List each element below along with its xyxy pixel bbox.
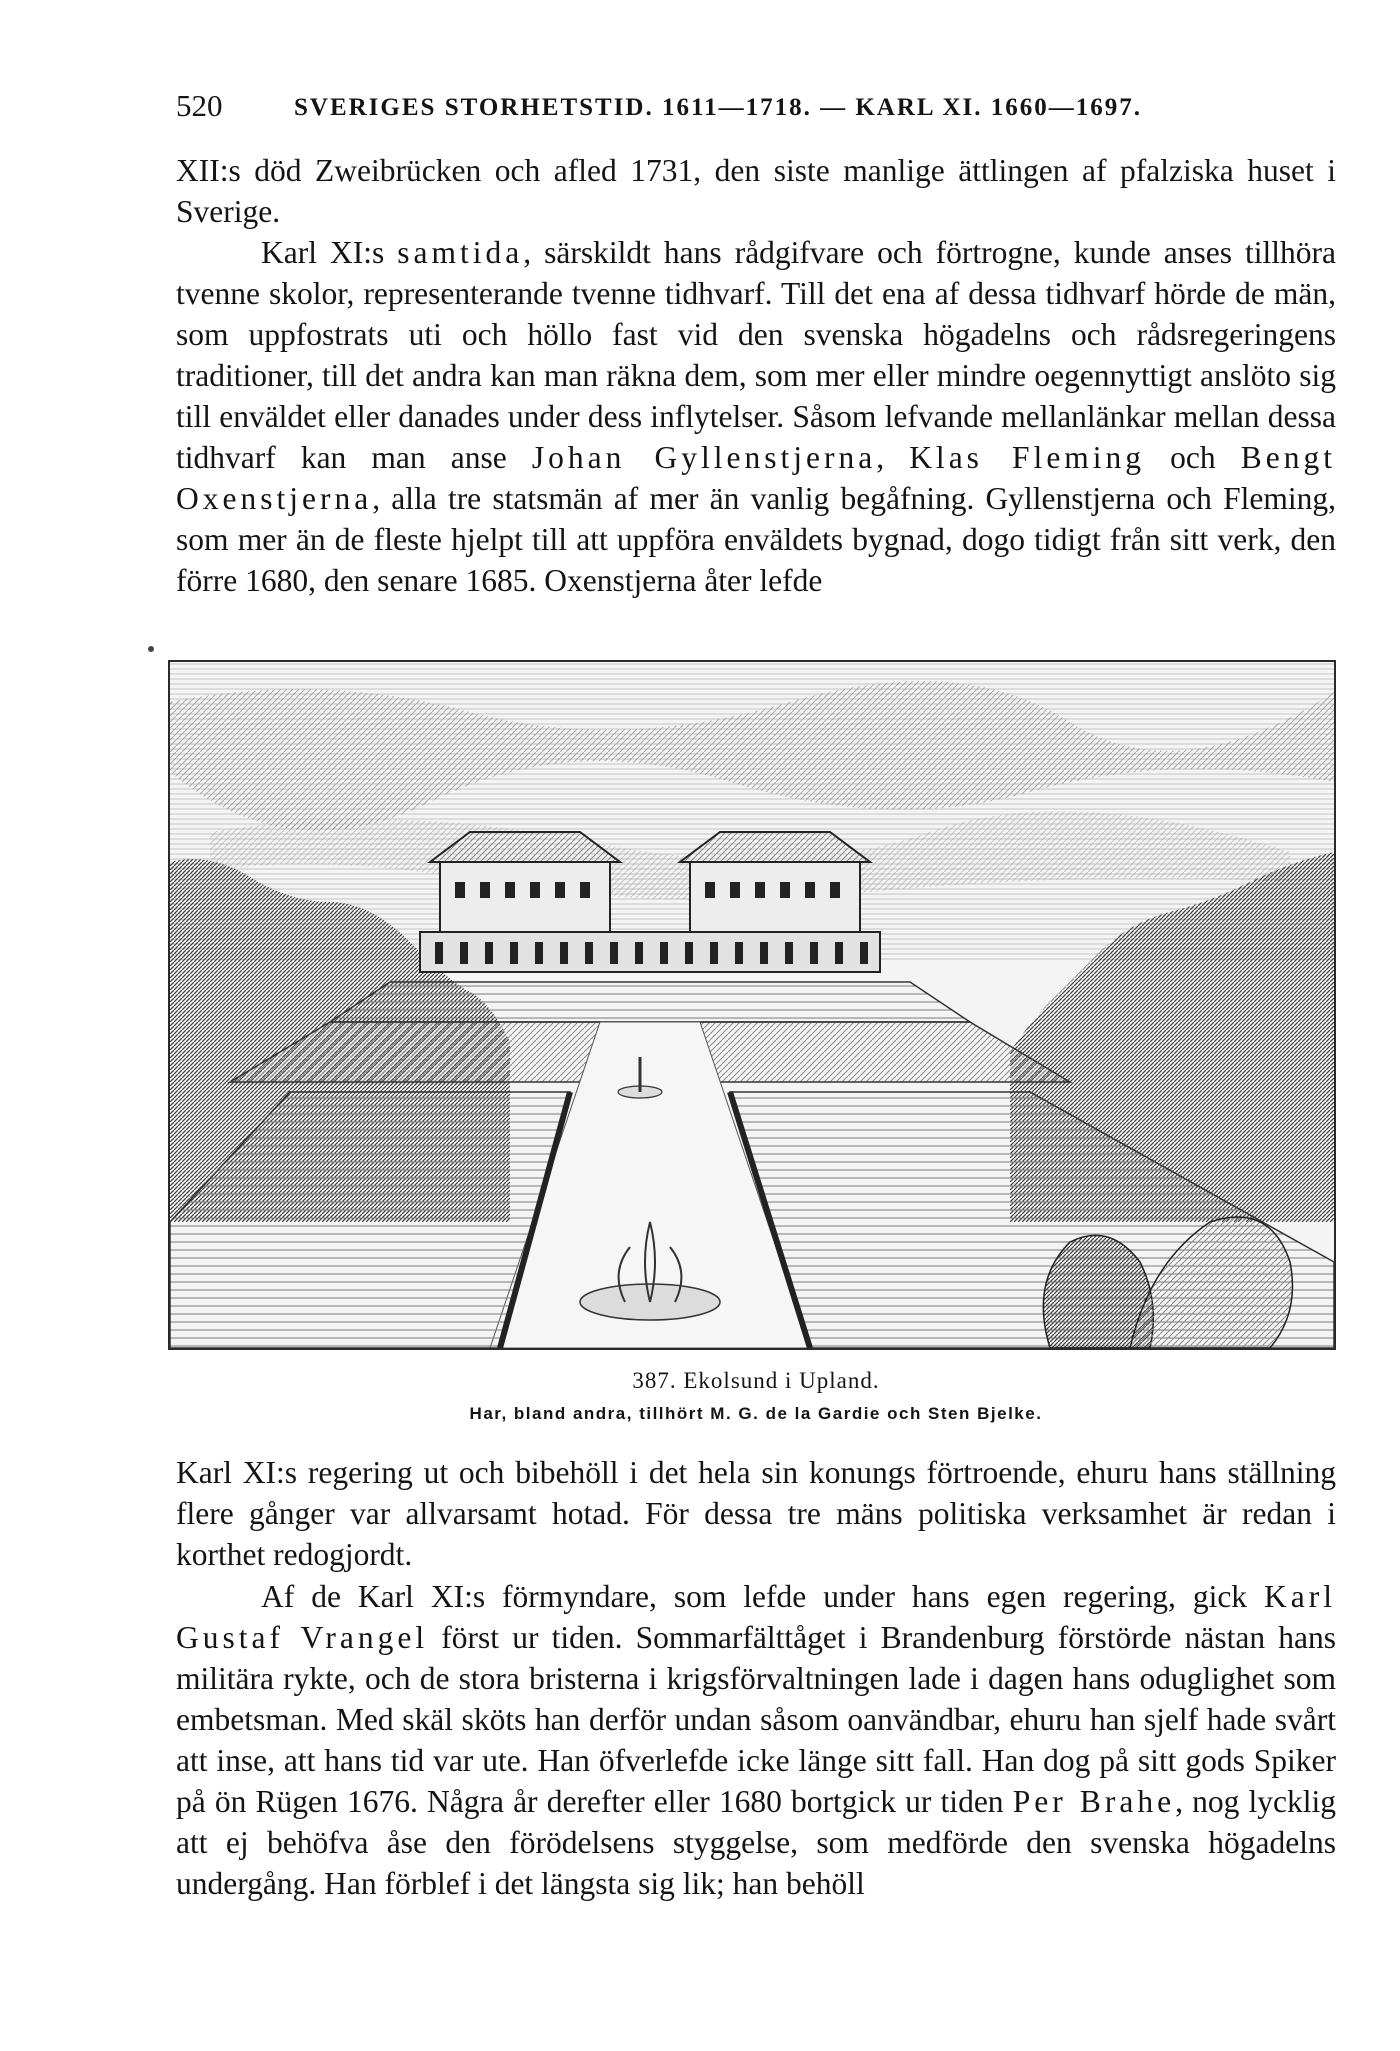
running-title: SVERIGES STORHETSTID. 1611—1718. — KARL XI. 1660—1697.	[294, 94, 1142, 121]
figure-caption-title: 387. Ekolsund i Upland.	[632, 1368, 880, 1393]
paragraph-oxenstjerna-cont	[176, 1452, 1336, 1575]
p2-text-e: ,	[876, 440, 910, 475]
p2-text-i: , alla tre statsmän af mer än vanlig begåfning. Gyllenstjerna och Fleming, som mer än de fleste hjelpt till att uppföra enväldets bygnad, dogo tidigt från sitt verk, den förre 1680, den senare 1685. Oxenstjerna åter lefde	[176, 481, 1336, 598]
margin-mark	[148, 646, 154, 652]
p2-text-g: och	[1145, 440, 1241, 475]
paragraph-3-text: Karl XI:s regering ut och bibehöll i det hela sin konungs förtroende, ehuru hans ställning flere gånger var allvarsamt hotad. För dessa tre mäns politiska verksamhet är redan i korthet redogjordt.	[176, 1455, 1336, 1572]
p4-text-e: , nog lycklig att ej behöfva åse den förödelsens styggelse, som medförde den svenska högadelns undergång. Han förblef i det längsta sig lik; han behöll	[176, 1784, 1336, 1901]
engraving-illustration	[170, 662, 1334, 1348]
p4-name-vrangel: Karl Gustaf Vrangel	[176, 1579, 1336, 1655]
p2-name-fleming: Klas Fleming	[909, 440, 1146, 475]
p2-text-a: Karl XI:s	[261, 235, 398, 270]
p4-text-a: Af de Karl XI:s förmyndare, som lefde under hans egen regering, gick	[261, 1579, 1265, 1614]
p2-name-oxenstjerna: Bengt Oxenstjerna	[176, 440, 1337, 516]
p4-name-brahe: Per Brahe	[1012, 1784, 1176, 1819]
paragraph-continuation	[176, 150, 1336, 232]
paragraph-1-text: XII:s död Zweibrücken och afled 1731, den siste manlige ättlingen af pfalziska huset i Sverige.	[176, 153, 1336, 229]
page-number: 520	[176, 88, 223, 123]
p2-emph-samtida: samtida	[397, 235, 524, 270]
paragraph-guardians	[176, 1576, 1336, 1904]
p4-text-c: först ur tiden. Sommarfälttåget i Brandenburg förstörde nästan hans militära rykte, och de stora bristerna i krigsförvaltningen lade i dagen hans oduglighet som embetsman. Med skäl sköts han derför undan såsom oanvändbar, ehuru han sjelf hade svårt att inse, att hans tid var ute. Han öfverlefde icke länge sitt fall. Han dog på sitt gods Spiker på ön Rügen 1676. Några år derefter eller 1680 bortgick ur tiden	[176, 1620, 1336, 1819]
page-header	[176, 82, 1336, 130]
figure-caption-subtitle: Har, bland andra, tillhört M. G. de la Gardie och Sten Bjelke.	[469, 1404, 1043, 1423]
p2-name-gyllenstjerna: Johan Gyllenstjerna	[531, 440, 877, 475]
engraving-ekolsund	[168, 660, 1336, 1350]
paragraph-contemporaries	[176, 232, 1336, 601]
p2-text-c: , särskildt hans rådgifvare och förtrogne, kunde anses tillhöra tvenne skolor, representerande tvenne tidhvarf. Till det ena af dessa tidhvarf hörde de män, som uppfostrats uti och höllo fast vid den svenska högadelns och rådsregeringens traditioner, till det andra kan man räkna dem, som mer eller mindre oegennyttigt anslöto sig till enväldet eller danades under dess inflytelser. Såsom lefvande mellanlänkar mellan dessa tidhvarf kan man anse	[176, 235, 1336, 475]
